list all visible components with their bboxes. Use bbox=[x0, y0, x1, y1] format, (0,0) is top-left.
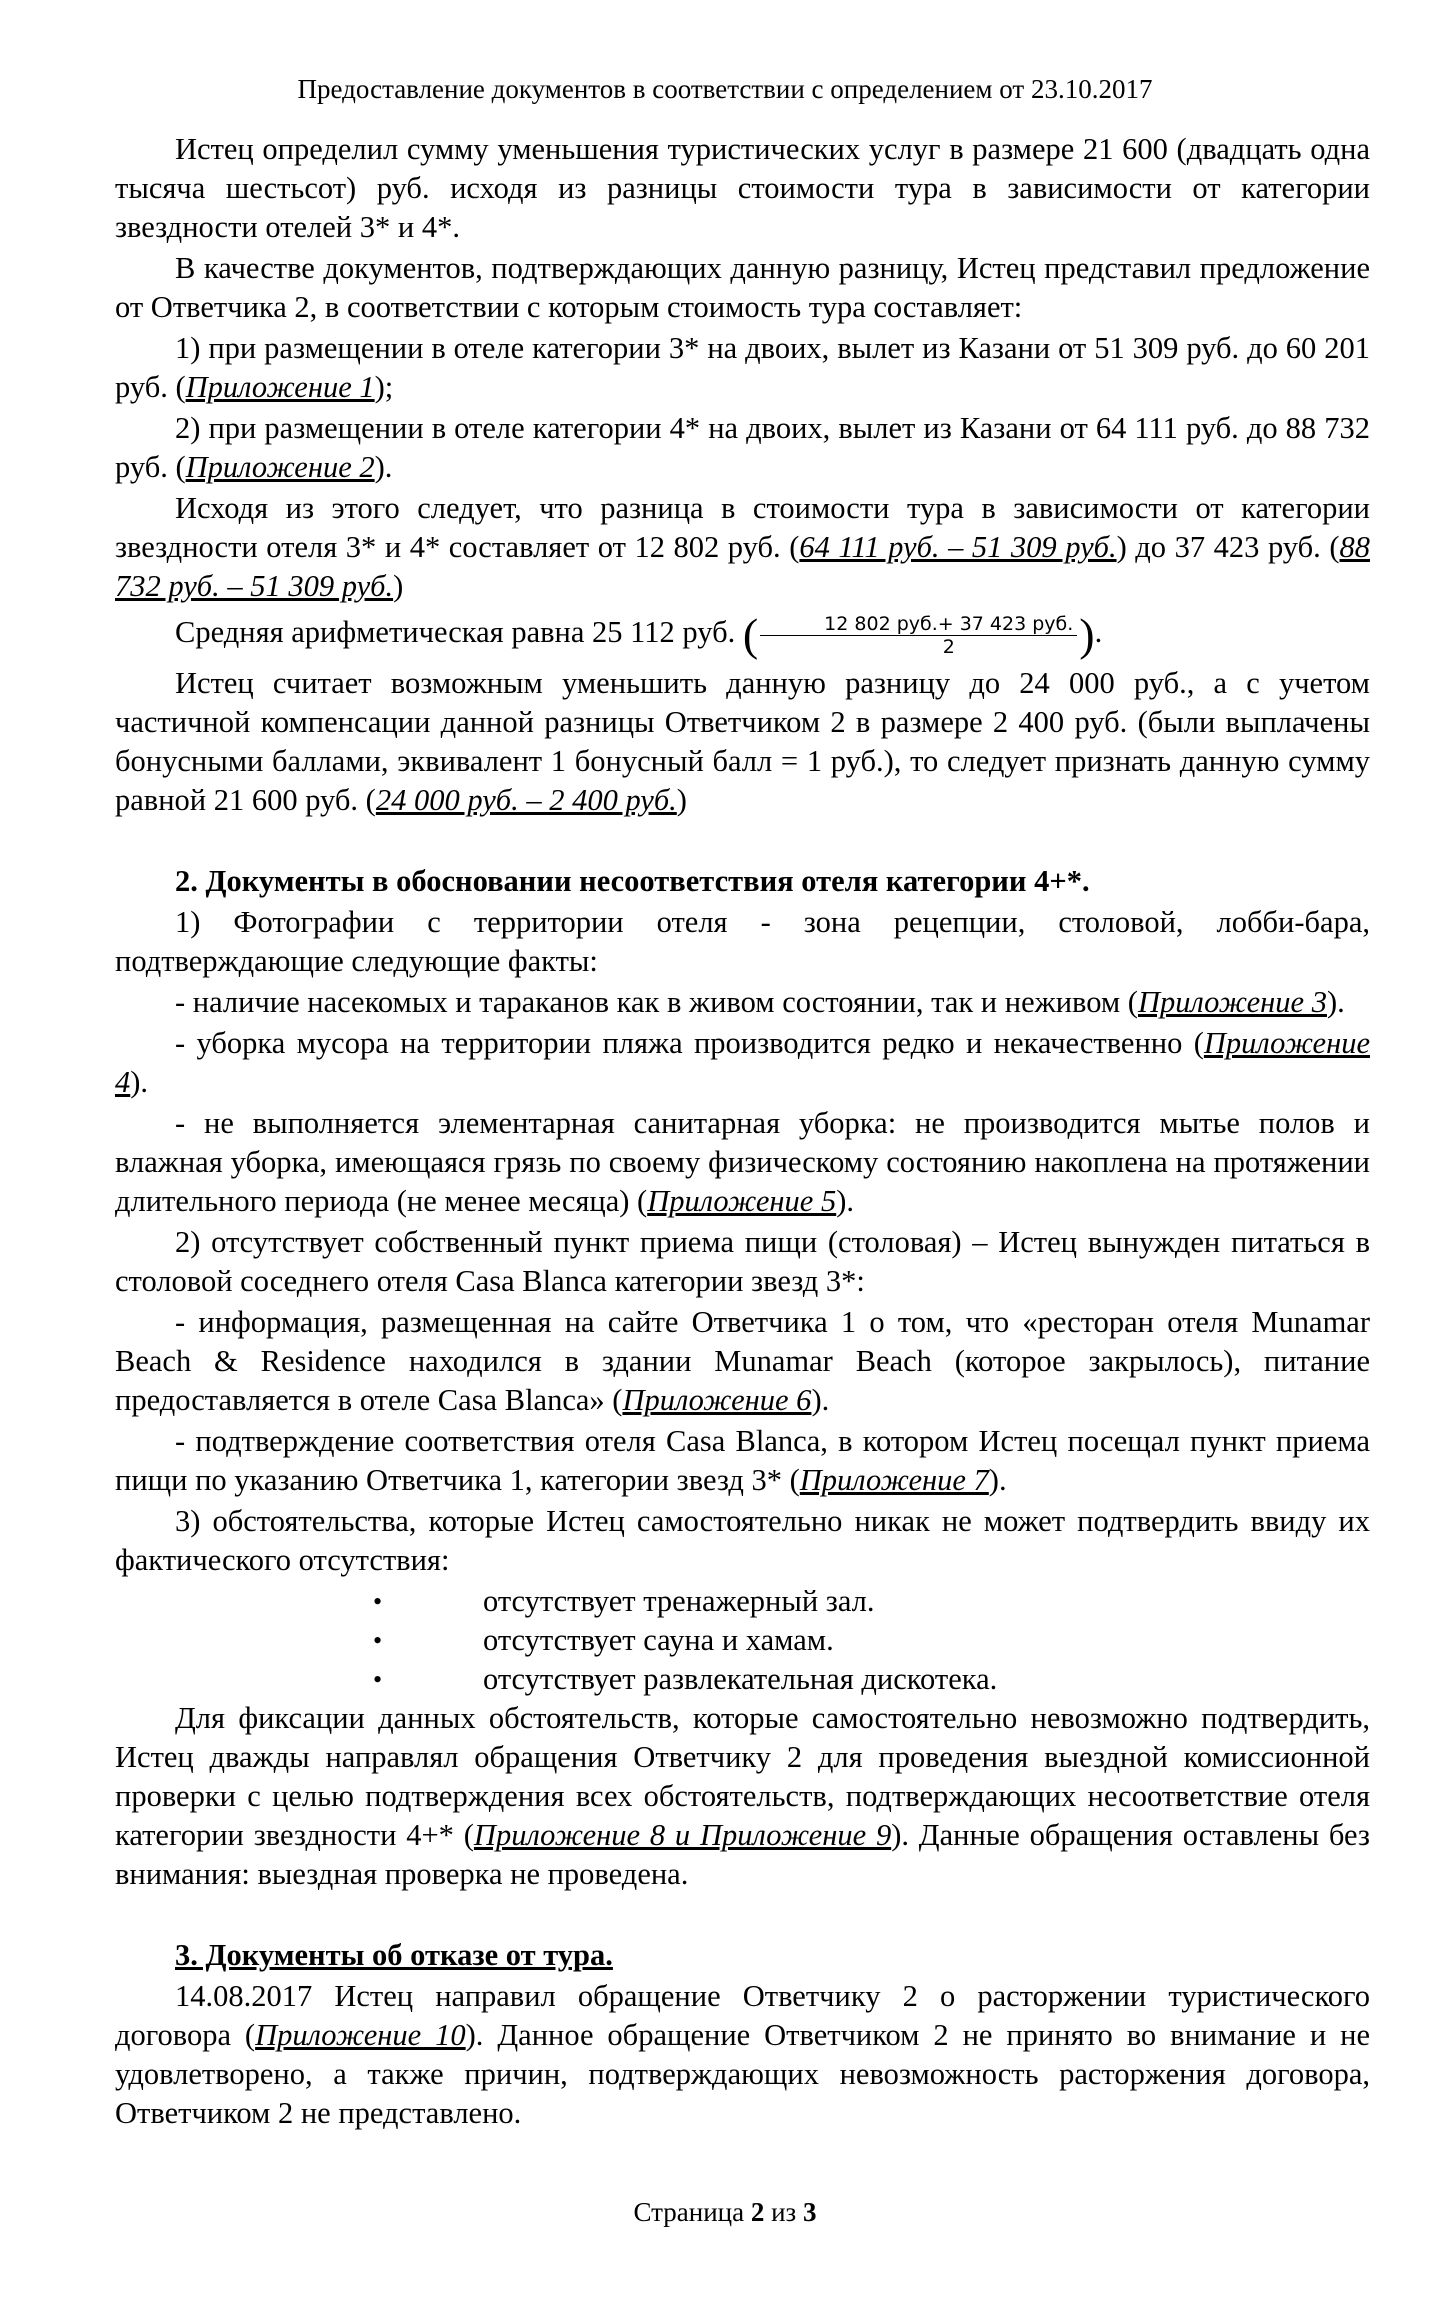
paragraph-beach: - уборка мусора на территории пляжа производится редко и некачественно (Приложение 4). bbox=[115, 1026, 1370, 1099]
section-2-title: 2. Документы в обосновании несоответствия отеля категории 4+*. bbox=[175, 864, 1090, 898]
appendix-link[interactable]: Приложение 10 bbox=[255, 2018, 466, 2052]
paragraph-dining: 2) отсутствует собственный пункт приема пищи (столовая) – Истец вынужден питаться в столовой соседнего отеля Casa Blanca категории звезд 3*: bbox=[115, 1225, 1370, 1298]
close-paren: ) bbox=[1079, 609, 1095, 660]
paragraph-hotel-3star: 1) при размещении в отеле категории 3* на двоих, вылет из Казани от 51 309 руб. до 60 201 руб. (Приложение 1); bbox=[115, 331, 1370, 404]
open-paren: ( bbox=[742, 609, 759, 660]
paragraph-website-info: - информация, размещенная на сайте Ответчика 1 о том, что «ресторан отеля Munamar Beach & Residence находился в здании Munamar Beach (которое закрылось), питание предоставляется в отеле Casa Blanca» (Приложение 6). bbox=[115, 1305, 1370, 1417]
list-item: • отсутствует сауна и хамам. bbox=[373, 1621, 1370, 1660]
paragraph-refusal: 14.08.2017 Истец направил обращение Ответчику 2 о расторжении туристического договора (Приложение 10). Данное обращение Ответчиком 2 не принято во внимание и не удовлетворено, а также причин, подтверждающих невозможность расторжения договора, Ответчиком 2 не представлено. bbox=[115, 1979, 1370, 2130]
paragraph-average: Средняя арифметическая равна 25 112 руб. ( $\frac{\text{12 802 руб.+ 37 423 руб.}}{2}$ ). bbox=[175, 609, 1103, 660]
appendix-link[interactable]: Приложение 7 bbox=[799, 1463, 989, 1497]
paragraph-difference: Исходя из этого следует, что разница в стоимости тура в зависимости от категории звездности отеля 3* и 4* составляет от 12 802 руб. (64 111 руб. – 51 309 руб.) до 37 423 руб. (88 732 руб. – 51 309 руб.) bbox=[115, 491, 1370, 603]
paragraph-cleaning: - не выполняется элементарная санитарная уборка: не производится мытье полов и влажная уборка, имеющаяся грязь по своему физическому состоянию накоплена на протяжении длительного периода (не менее месяца) (Приложение 5). bbox=[115, 1106, 1370, 1218]
bullet-icon: • bbox=[373, 1626, 383, 1655]
appendix-link[interactable]: Приложение 1 bbox=[185, 370, 375, 404]
bullet-icon: • bbox=[373, 1587, 383, 1616]
bullet-icon: • bbox=[373, 1665, 383, 1694]
appendix-link[interactable]: Приложение 5 bbox=[647, 1184, 837, 1218]
paragraph-casa-blanca: - подтверждение соответствия отеля Casa Blanca, в котором Истец посещал пункт приема пищи по указанию Ответчика 1, категории звезд 3* (Приложение 7). bbox=[115, 1424, 1370, 1497]
paragraph-circumstances: 3) обстоятельства, которые Истец самостоятельно никак не может подтвердить ввиду их фактического отсутствия: bbox=[115, 1504, 1370, 1577]
appendix-link[interactable]: Приложение 4 bbox=[115, 1026, 1370, 1099]
calculation-ref: 88 732 руб. – 51 309 руб. bbox=[115, 530, 1370, 603]
appendix-link[interactable]: Приложение 8 и Приложение 9 bbox=[473, 1818, 892, 1852]
section-3-title: 3. Документы об отказе от тура. bbox=[175, 1938, 613, 1972]
paragraph-inspection-request: Для фиксации данных обстоятельств, которые самостоятельно невозможно подтвердить, Истец дважды направлял обращения Ответчику 2 для проведения выездной комиссионной проверки с целью подтверждения всех обстоятельств, подтверждающих несоответствие отеля категории звездности 4+* (Приложение 8 и Приложение 9). Данные обращения оставлены без внимания: выездная проверка не проведена. bbox=[115, 1701, 1370, 1891]
paragraph-photos: 1) Фотографии с территории отеля - зона рецепции, столовой, лобби-бара, подтверждающие следующие факты: bbox=[115, 905, 1370, 978]
calculation-ref: 64 111 руб. – 51 309 руб. bbox=[799, 530, 1117, 564]
average-formula: $\frac{\text{12 802 руб.+ 37 423 руб.}}{2}$ bbox=[760, 613, 1077, 658]
page-header: Предоставление документов в соответствии с определением от 23.10.2017 bbox=[297, 74, 1153, 104]
list-item: • отсутствует тренажерный зал. bbox=[373, 1582, 1370, 1621]
paragraph-claim-amount: Истец определил сумму уменьшения туристических услуг в размере 21 600 (двадцать одна тысяча шестьсот) руб. исходя из разницы стоимости тура в зависимости от категории звездности отелей 3* и 4*. bbox=[115, 132, 1370, 244]
list-item: • отсутствует развлекательная дискотека. bbox=[373, 1660, 1370, 1699]
paragraph-evidence: В качестве документов, подтверждающих данную разницу, Истец представил предложение от Ответчика 2, в соответствии с которым стоимость тура составляет: bbox=[115, 251, 1370, 324]
appendix-link[interactable]: Приложение 3 bbox=[1137, 985, 1327, 1019]
calculation-ref: 24 000 руб. – 2 400 руб. bbox=[375, 783, 677, 817]
paragraph-reduction: Истец считает возможным уменьшить данную разницу до 24 000 руб., а с учетом частичной компенсации данной разницы Ответчиком 2 в размере 2 400 руб. (были выплачены бонусными баллами, эквивалент 1 бонусный балл = 1 руб.), то следует признать данную сумму равной 21 600 руб. (24 000 руб. – 2 400 руб.) bbox=[115, 666, 1370, 817]
document-body bbox=[115, 130, 1370, 2135]
appendix-link[interactable]: Приложение 2 bbox=[185, 450, 375, 484]
page-footer: Страница 2 из 3 bbox=[633, 2197, 817, 2227]
current-page: 2 bbox=[750, 2197, 765, 2227]
paragraph-hotel-4star: 2) при размещении в отеле категории 4* на двоих, вылет из Казани от 64 111 руб. до 88 732 руб. (Приложение 2). bbox=[115, 411, 1370, 484]
paragraph-insects: - наличие насекомых и тараканов как в живом состоянии, так и неживом (Приложение 3). bbox=[175, 985, 1345, 1019]
appendix-link[interactable]: Приложение 6 bbox=[622, 1383, 812, 1417]
missing-facilities-list bbox=[115, 1582, 1370, 1699]
total-pages: 3 bbox=[802, 2197, 817, 2227]
